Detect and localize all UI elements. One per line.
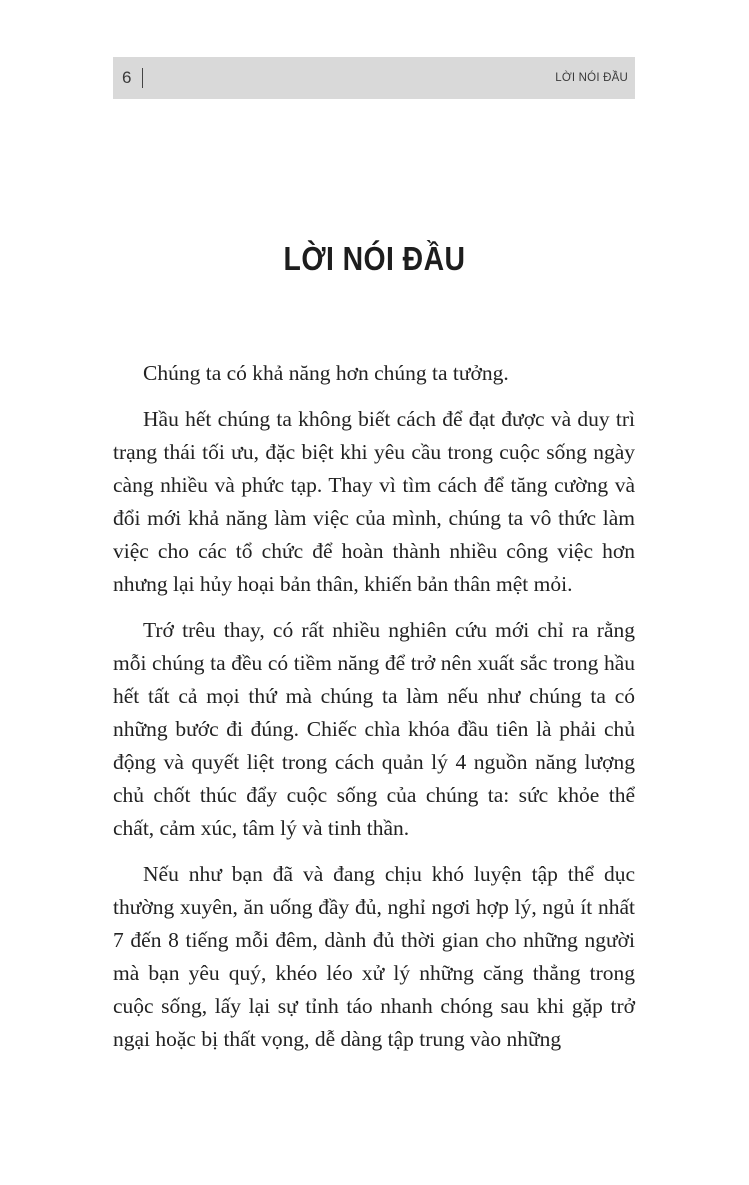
paragraph-2: Hầu hết chúng ta không biết cách để đạt được và duy trì trạng thái tối ưu, đặc biệt khi yêu cầu trong cuộc sống ngày càng nhiều và phức tạp. Thay vì tìm cách để tăng cường và đổi mới khả năng làm việc của mình, chúng ta vô thức làm việc cho các tổ chức để hoàn thành nhiều công việc hơn nhưng lại hủy hoại bản thân, khiến bản thân mệt mỏi. <box>113 407 635 596</box>
page-number: 6 <box>122 68 132 87</box>
running-header <box>113 57 635 99</box>
paragraph-3: Trớ trêu thay, có rất nhiều nghiên cứu mới chỉ ra rằng mỗi chúng ta đều có tiềm năng để trở nên xuất sắc trong hầu hết tất cả mọi thứ mà chúng ta làm nếu như chúng ta có những bước đi đúng. Chiếc chìa khóa đầu tiên là phải chủ động và quyết liệt trong cách quản lý 4 nguồn năng lượng chủ chốt thúc đẩy cuộc sống của chúng ta: sức khỏe thể chất, cảm xúc, tâm lý và tinh thần. <box>113 618 635 840</box>
chapter-title: LỜI NÓI ĐẦU <box>283 240 466 278</box>
paragraph-4: Nếu như bạn đã và đang chịu khó luyện tập thể dục thường xuyên, ăn uống đầy đủ, nghỉ ngơi hợp lý, ngủ ít nhất 7 đến 8 tiếng mỗi đêm, dành đủ thời gian cho những người mà bạn yêu quý, khéo léo xử lý những căng thẳng trong cuộc sống, lấy lại sự tỉnh táo nhanh chóng sau khi gặp trở ngại hoặc bị thất vọng, dễ dàng tập trung vào những <box>113 862 635 1051</box>
body-text <box>113 357 635 1069</box>
running-title: LỜI NÓI ĐẦU <box>555 72 628 84</box>
paragraph-1: Chúng ta có khả năng hơn chúng ta tưởng. <box>143 361 509 385</box>
header-divider <box>142 68 143 88</box>
